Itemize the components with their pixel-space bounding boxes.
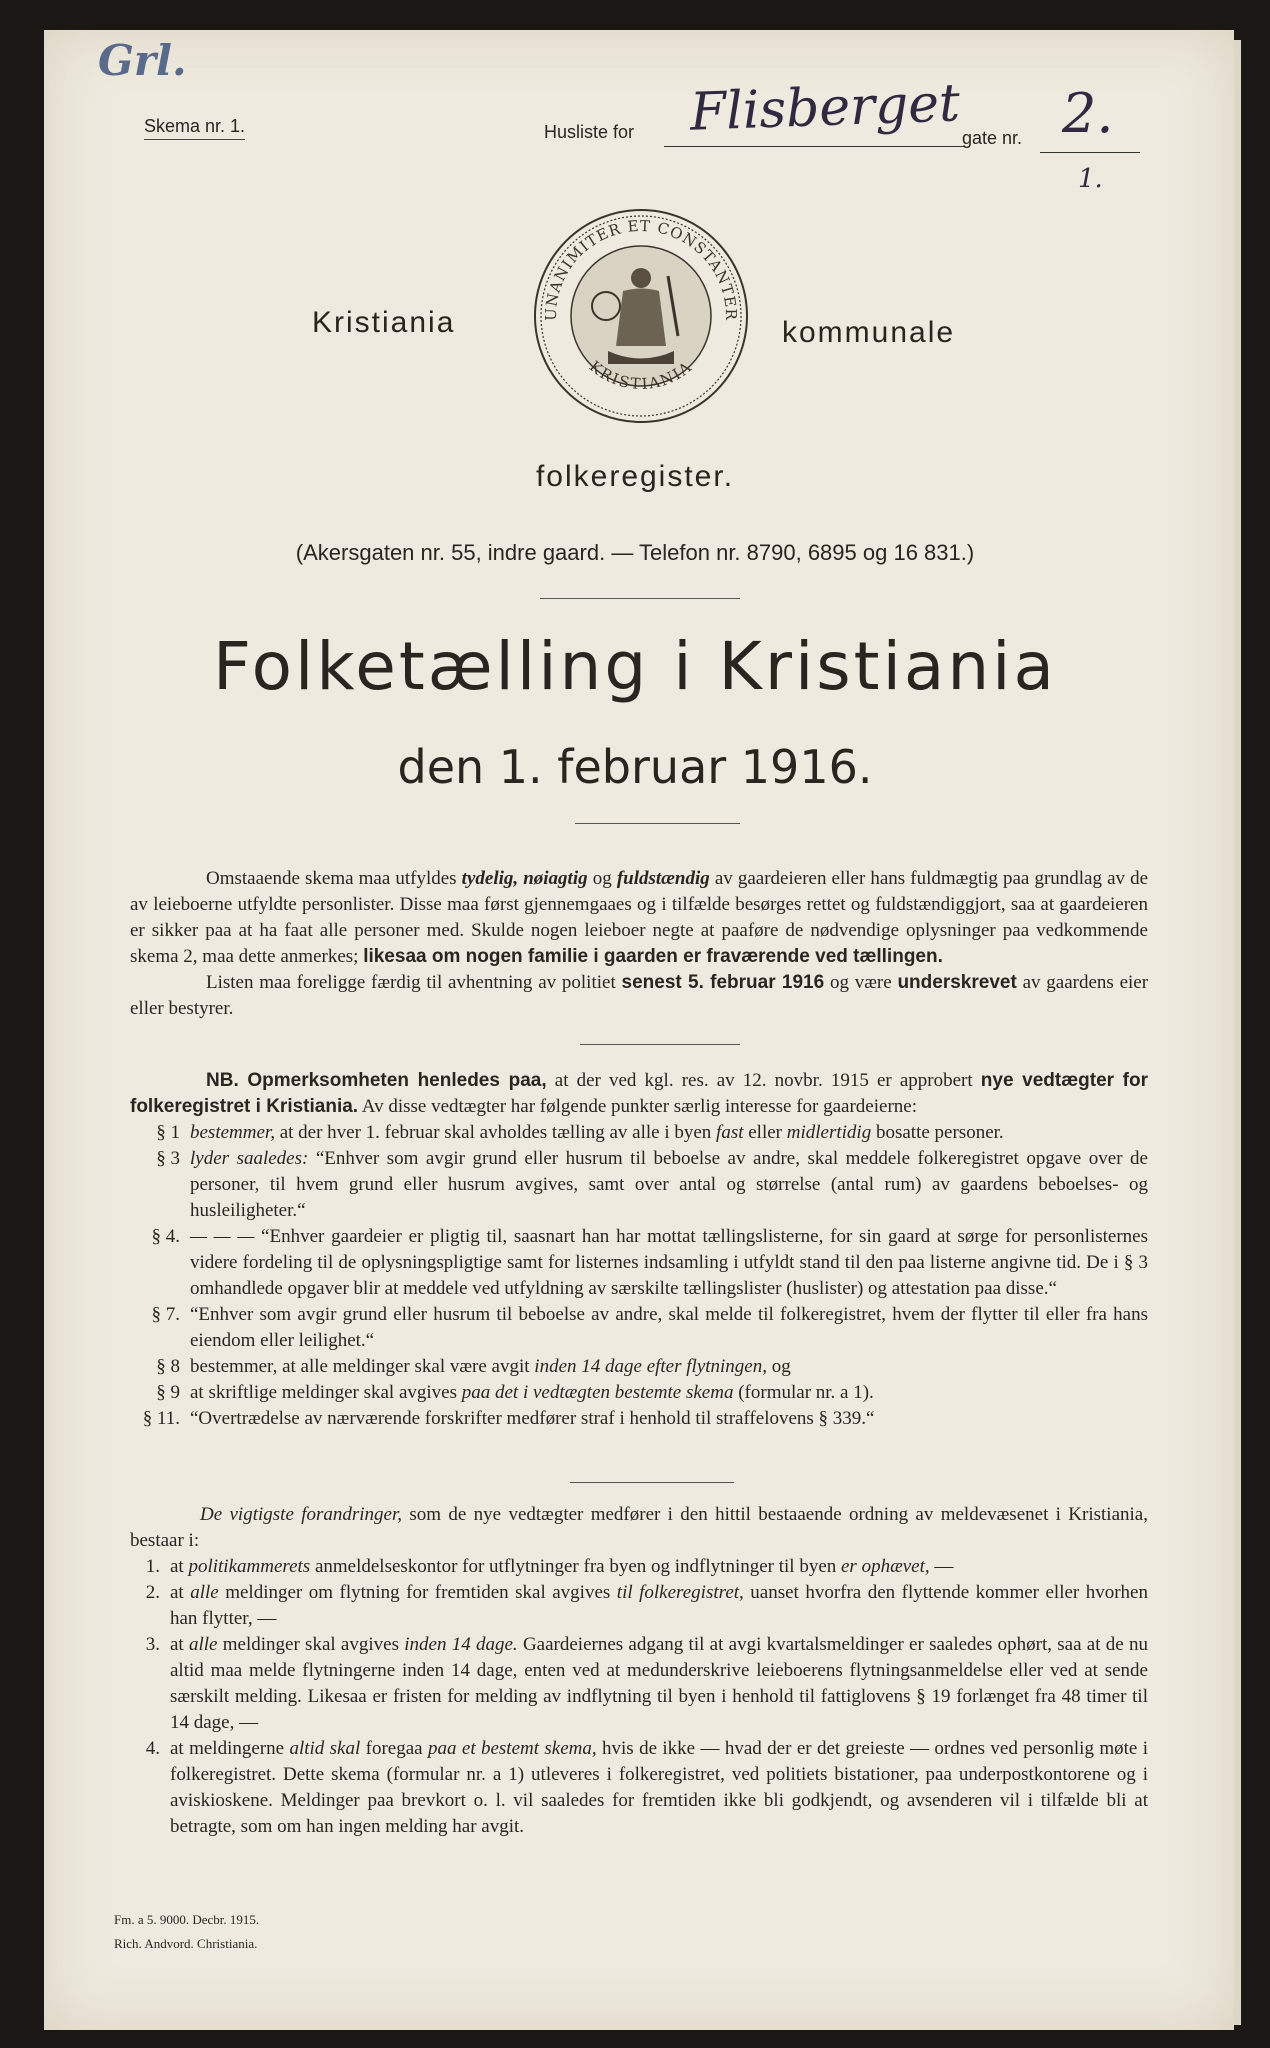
seal-top-text: UNANIMITER ET CONSTANTER — [541, 216, 741, 322]
change-item — [130, 1580, 1148, 1632]
house-number-handwritten[interactable]: 2. — [1062, 82, 1114, 145]
change-item — [130, 1632, 1148, 1736]
nb-section — [130, 1068, 1148, 1432]
section-number: § 9 — [156, 1382, 180, 1403]
divider-4 — [570, 1482, 734, 1483]
street-name-handwritten[interactable]: Flisberget — [689, 73, 961, 143]
change-number: 1. — [145, 1556, 160, 1577]
number-line — [1040, 152, 1140, 153]
page-title: Folketælling i Kristiania — [213, 628, 1057, 705]
schema-number: Skema nr. 1. — [144, 116, 245, 140]
corner-pencil-mark: Grl. — [98, 36, 187, 85]
nb-paragraph-list — [130, 1120, 1148, 1432]
masthead-right: kommunale — [782, 316, 956, 349]
intro-paragraph-2: Listen maa foreligge færdig til avhentning av politiet senest 5. februar 1916 og være underskrevet av gaardens eier eller bestyrer. — [130, 972, 1149, 1019]
section-text: bestemmer, at der hver 1. februar skal avholdes tælling av alle i byen fast eller midlertidig bosatte personer. — [190, 1122, 1004, 1143]
section-number: § 4. — [151, 1226, 180, 1247]
section-number: § 7. — [151, 1304, 180, 1325]
change-number: 4. — [145, 1738, 160, 1759]
gate-number-label: gate nr. — [962, 128, 1023, 148]
nb-paragraph-item — [130, 1302, 1148, 1354]
section-text: lyder saaledes: “Enhver som avgir grund eller husrum til beboelse av andre, skal meddele folkeregistret opgave over de personer, til hvem grund eller husrum avgives, samt over antal og størrelse (antal rum) av gaardens beboelses- og husleiligheter.“ — [190, 1148, 1148, 1221]
nb-paragraph-item — [130, 1120, 1148, 1146]
change-number: 2. — [145, 1582, 160, 1603]
change-item — [130, 1554, 1148, 1580]
seal-bottom-text: KRISTIANIA — [585, 357, 697, 394]
changes-list — [130, 1554, 1148, 1840]
nb-paragraph-item — [130, 1354, 1148, 1380]
nb-paragraph-item — [130, 1224, 1148, 1302]
city-seal — [528, 206, 754, 426]
nb-intro: NB. Opmerksomheten henledes paa, at der ved kgl. res. av 12. novbr. 1915 er approbert nye vedtægter for folkeregistret i Kristiania. Av disse vedtægter har følgende punkter særlig interesse for gaardeierne: — [130, 1070, 1149, 1117]
section-number: § 11. — [142, 1408, 180, 1429]
street-line — [664, 146, 964, 147]
section-number: § 3 — [156, 1148, 180, 1169]
section-number: § 8 — [156, 1356, 180, 1377]
change-text: at meldingerne altid skal foregaa paa et bestemt skema, hvis de ikke — hvad der er det greieste — ordnes ved personlig møte i folkeregistret. Dette skema (formular nr. a 1) utleveres i folkeregistret, ved politiets bistationer, paa underpostkontorene og i aviskioskene. Meldinger paa brevkort o. l. vil saaledes for fremtiden ikke bli godkjendt, og avsenderen vil i tilfælde bli at betragte, som om han ingen melding har avgit. — [170, 1738, 1148, 1837]
office-address: (Akersgaten nr. 55, indre gaard. — Telefon nr. 8790, 6895 og 16 831.) — [295, 540, 975, 565]
nb-paragraph-item — [130, 1406, 1148, 1432]
section-text: bestemmer, at alle meldinger skal være avgit inden 14 dage efter flytningen, og — [190, 1356, 791, 1377]
printer-line-1: Fm. a 5. 9000. Decbr. 1915. — [114, 1912, 260, 1927]
section-number: § 1 — [156, 1122, 180, 1143]
intro-section — [130, 866, 1148, 1022]
nb-paragraph-item — [130, 1380, 1148, 1406]
change-item — [130, 1736, 1148, 1840]
divider-2 — [575, 823, 740, 824]
change-text: at alle meldinger skal avgives inden 14 dage. Gaardeiernes adgang til at avgi kvartalsmeldinger er saaledes ophørt, saa at de nu altid maa melde flytningerne inden 14 dage, enten ved at medunderskrive leieboerens flytningsanmeldelse eller ved at sende særskilt melding. Likesaa er fristen for melding av indflytning til byen i henhold til fattiglovens § 19 forlænget fra 48 timer til 14 dage, — — [170, 1634, 1148, 1733]
section-text: “Enhver som avgir grund eller husrum til beboelse av andre, skal melde til folkeregistret, hvem der flytter til eller fra hans eiendom eller leilighet.“ — [190, 1304, 1148, 1351]
change-text: at alle meldinger om flytning for fremtiden skal avgives til folkeregistret, uanset hvorfra den flyttende kommer eller hvorhen han flytter, — — [170, 1582, 1148, 1629]
changes-intro: De vigtigste forandringer, som de nye vedtægter medfører i den hittil bestaaende ordning av meldevæsenet i Kristiania, bestaar i: — [130, 1504, 1148, 1551]
masthead-subtitle: folkeregister. — [535, 460, 735, 493]
changes-section — [130, 1502, 1148, 1840]
sub-number-handwritten: 1. — [1078, 164, 1103, 194]
husliste-label: Husliste for — [544, 122, 635, 142]
section-text: “Overtrædelse av nærværende forskrifter medfører straf i henhold til straffelovens § 339.“ — [190, 1408, 875, 1429]
change-text: at politikammerets anmeldelseskontor for utflytninger fra byen og indflytninger til byen er ophævet, — — [170, 1556, 954, 1577]
masthead-left: Kristiania — [312, 306, 456, 339]
change-number: 3. — [145, 1634, 160, 1655]
title-date: den 1. februar 1916. — [397, 740, 873, 794]
section-text: — — — “Enhver gaardeier er pligtig til, saasnart han har mottat tællingslisterne, for sin gaard at sørge for personlisternes videre fordeling til de oplysningspligtige samt for listernes indsamling i utfyldt stand til den paa listerne angivne tid. De i § 3 omhandlede opgaver blir at meddele ved utfyldning av særskilte tællingslister (huslister) og attestation paa disse.“ — [190, 1226, 1149, 1299]
section-text: at skriftlige meldinger skal avgives paa det i vedtægten bestemte skema (formular nr. a 1). — [190, 1382, 874, 1403]
nb-paragraph-item — [130, 1146, 1148, 1224]
printer-line-2: Rich. Andvord. Christiania. — [114, 1936, 258, 1951]
divider-3 — [580, 1044, 740, 1045]
intro-paragraph-1: Omstaaende skema maa utfyldes tydelig, nøiagtig og fuldstændig av gaardeieren eller hans fuldmægtig paa grundlag av de av leieboerne utfyldte personlister. Disse maa først gjennemgaaes og i tilfælde besørges rettet og fuldstændiggjort, saa at gaardeieren er sikker paa at ha faat alle personer med. Skulde nogen leieboer negte at paaføre de nødvendige oplysninger paa vedkommende skema 2, maa dette anmerkes; likesaa om nogen familie i gaarden er fraværende ved tællingen. — [130, 868, 1149, 967]
divider-1 — [540, 598, 740, 599]
